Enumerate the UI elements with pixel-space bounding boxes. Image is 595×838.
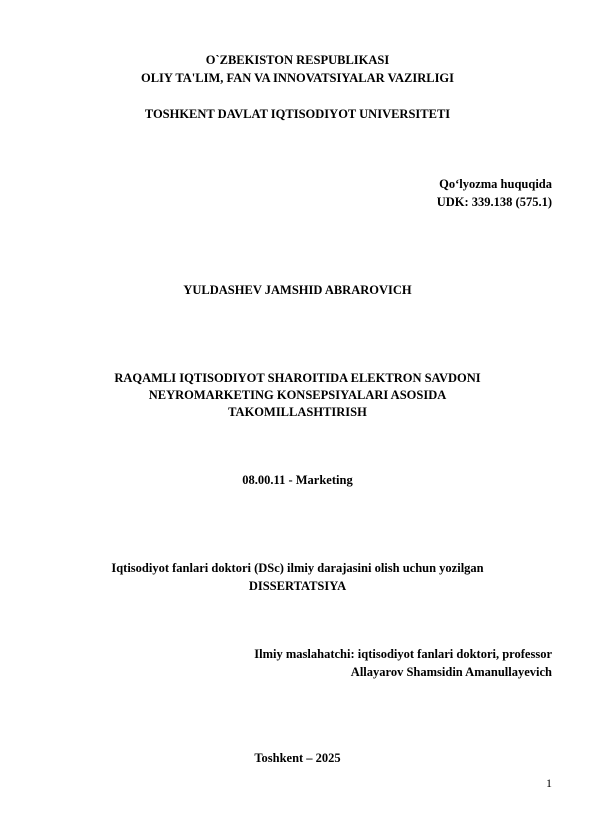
place-year: Toshkent – 2025	[254, 751, 341, 765]
manuscript-udk: UDK: 339.138 (575.1)	[436, 195, 552, 209]
degree-line-1: Iqtisodiyot fanlari doktori (DSc) ilmiy darajasini olish uchun yozilgan	[111, 561, 484, 575]
manuscript-rights: Qo‘lyozma huquqida	[439, 177, 552, 191]
page-number: 1	[546, 776, 552, 790]
author-name: YULDASHEV JAMSHID ABRAROVICH	[183, 283, 412, 297]
degree-line-2: DISSERTATSIYA	[248, 579, 347, 593]
header-country: O`ZBEKISTON RESPUBLIKASI	[205, 53, 390, 67]
advisor-line-1: Ilmiy maslahatchi: iqtisodiyot fanlari doktori, professor	[254, 647, 552, 661]
thesis-title-line-3: TAKOMILLASHTIRISH	[228, 405, 367, 419]
thesis-title-line-2: NEYROMARKETING KONSEPSIYALARI ASOSIDA	[148, 388, 447, 402]
specialty-code: 08.00.11 - Marketing	[242, 473, 353, 487]
thesis-title-line-1: RAQAMLI IQTISODIYOT SHAROITIDA ELEKTRON SAVDONI	[114, 371, 481, 385]
header-university: TOSHKENT DAVLAT IQTISODIYOT UNIVERSITETI	[144, 107, 451, 121]
advisor-line-2: Allayarov Shamsidin Amanullayevich	[350, 665, 552, 679]
header-ministry: OLIY TA'LIM, FAN VA INNOVATSIYALAR VAZIRLIGI	[140, 71, 455, 85]
